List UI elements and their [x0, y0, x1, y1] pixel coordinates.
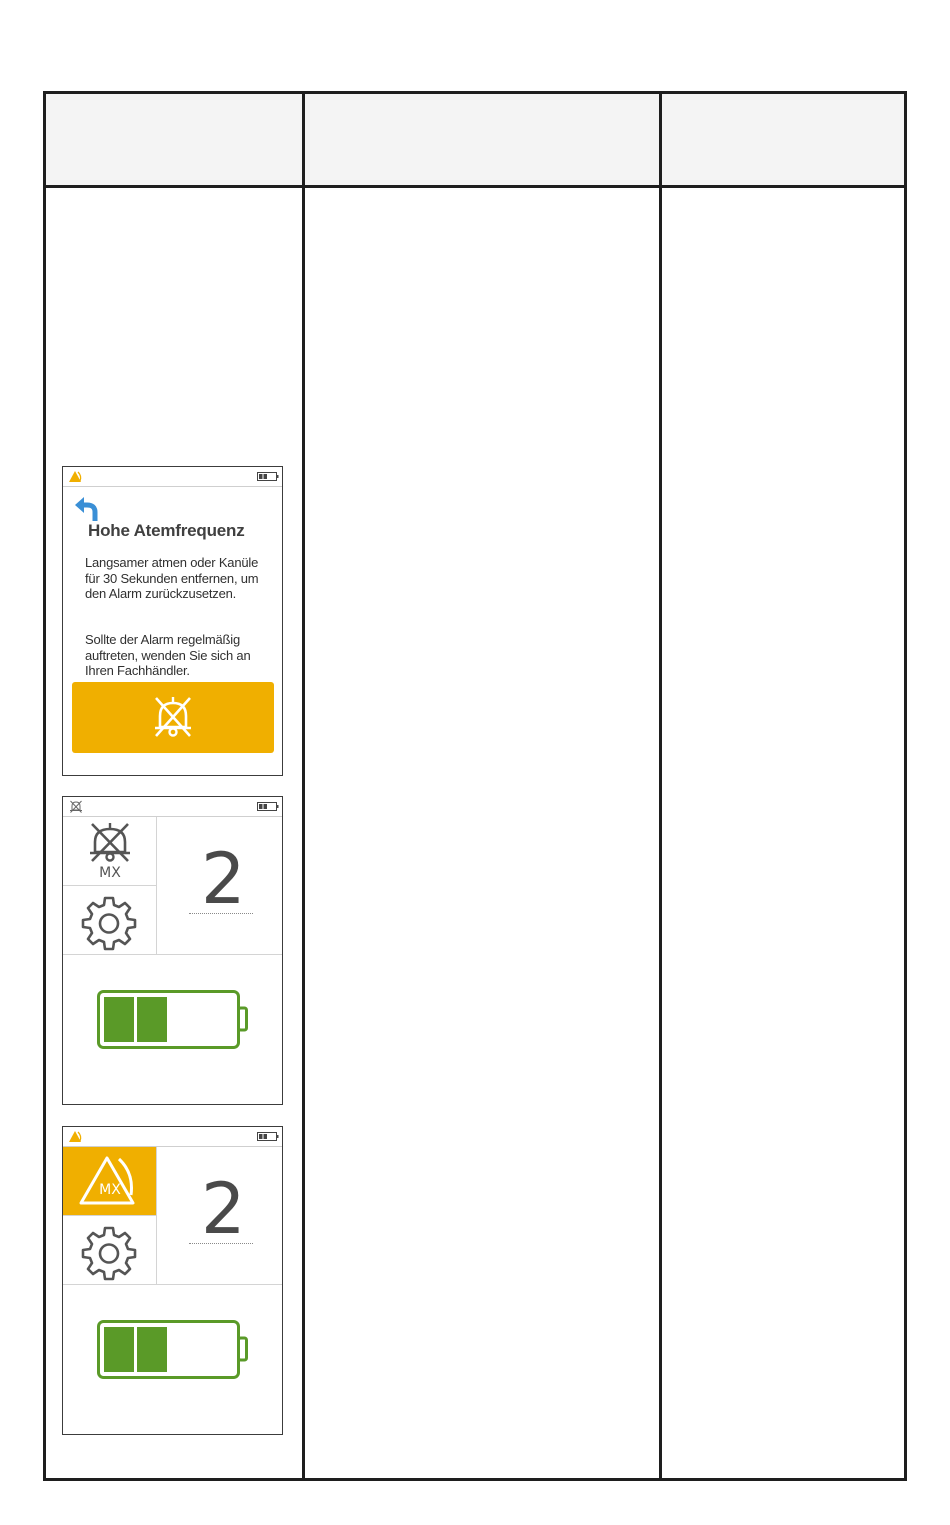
header-cell-1	[46, 94, 302, 185]
battery-tile	[63, 955, 283, 1105]
status-bar	[63, 797, 282, 817]
alarm-title: Hohe Atemfrequenz	[88, 521, 245, 540]
battery-status-icon	[257, 802, 279, 811]
setting-value-tile[interactable]	[157, 817, 283, 955]
alarm-off-icon	[87, 821, 133, 867]
battery-status-icon	[257, 1132, 279, 1141]
mute-alarm-button[interactable]	[72, 682, 274, 753]
settings-tile[interactable]	[63, 886, 157, 955]
alarm-advice: Sollte der Alarm regelmäßig auftreten, wenden Sie sich an Ihren Fachhändler.	[85, 632, 251, 678]
battery-icon	[97, 1320, 249, 1380]
settings-tile[interactable]	[63, 1216, 157, 1285]
setting-value: 2	[201, 1168, 246, 1250]
alarm-instruction: Langsamer atmen oder Kanüle für 30 Sekunden entfernen, um den Alarm zurückzusetzen.	[85, 555, 259, 601]
alarm-mute-icon	[150, 694, 196, 740]
status-bar	[63, 467, 282, 487]
alarm-screen	[62, 466, 283, 776]
setting-value: 2	[201, 838, 246, 920]
gear-icon	[80, 894, 138, 952]
value-underline	[189, 1243, 253, 1244]
column-divider	[659, 94, 662, 1478]
alarm-off-icon	[69, 800, 83, 813]
setting-value-tile[interactable]	[157, 1147, 283, 1285]
battery-tile	[63, 1285, 283, 1435]
back-arrow-icon[interactable]	[73, 494, 103, 524]
alarm-tile[interactable]	[63, 1147, 157, 1216]
home-screen-alarm	[62, 1126, 283, 1435]
gear-icon	[80, 1224, 138, 1282]
battery-icon	[97, 990, 249, 1050]
header-cell-2	[305, 94, 659, 185]
warning-triangle-icon	[69, 470, 83, 483]
alarm-mode-label: MX	[99, 1182, 121, 1198]
column-divider	[302, 94, 305, 1478]
alarm-mode-label: MX	[99, 865, 121, 881]
home-screen-muted	[62, 796, 283, 1105]
header-cell-3	[662, 94, 904, 185]
alarm-tile[interactable]	[63, 817, 157, 886]
table-header-row	[46, 94, 904, 188]
warning-triangle-icon	[69, 1130, 83, 1143]
battery-status-icon	[257, 472, 279, 481]
status-bar	[63, 1127, 282, 1147]
value-underline	[189, 913, 253, 914]
